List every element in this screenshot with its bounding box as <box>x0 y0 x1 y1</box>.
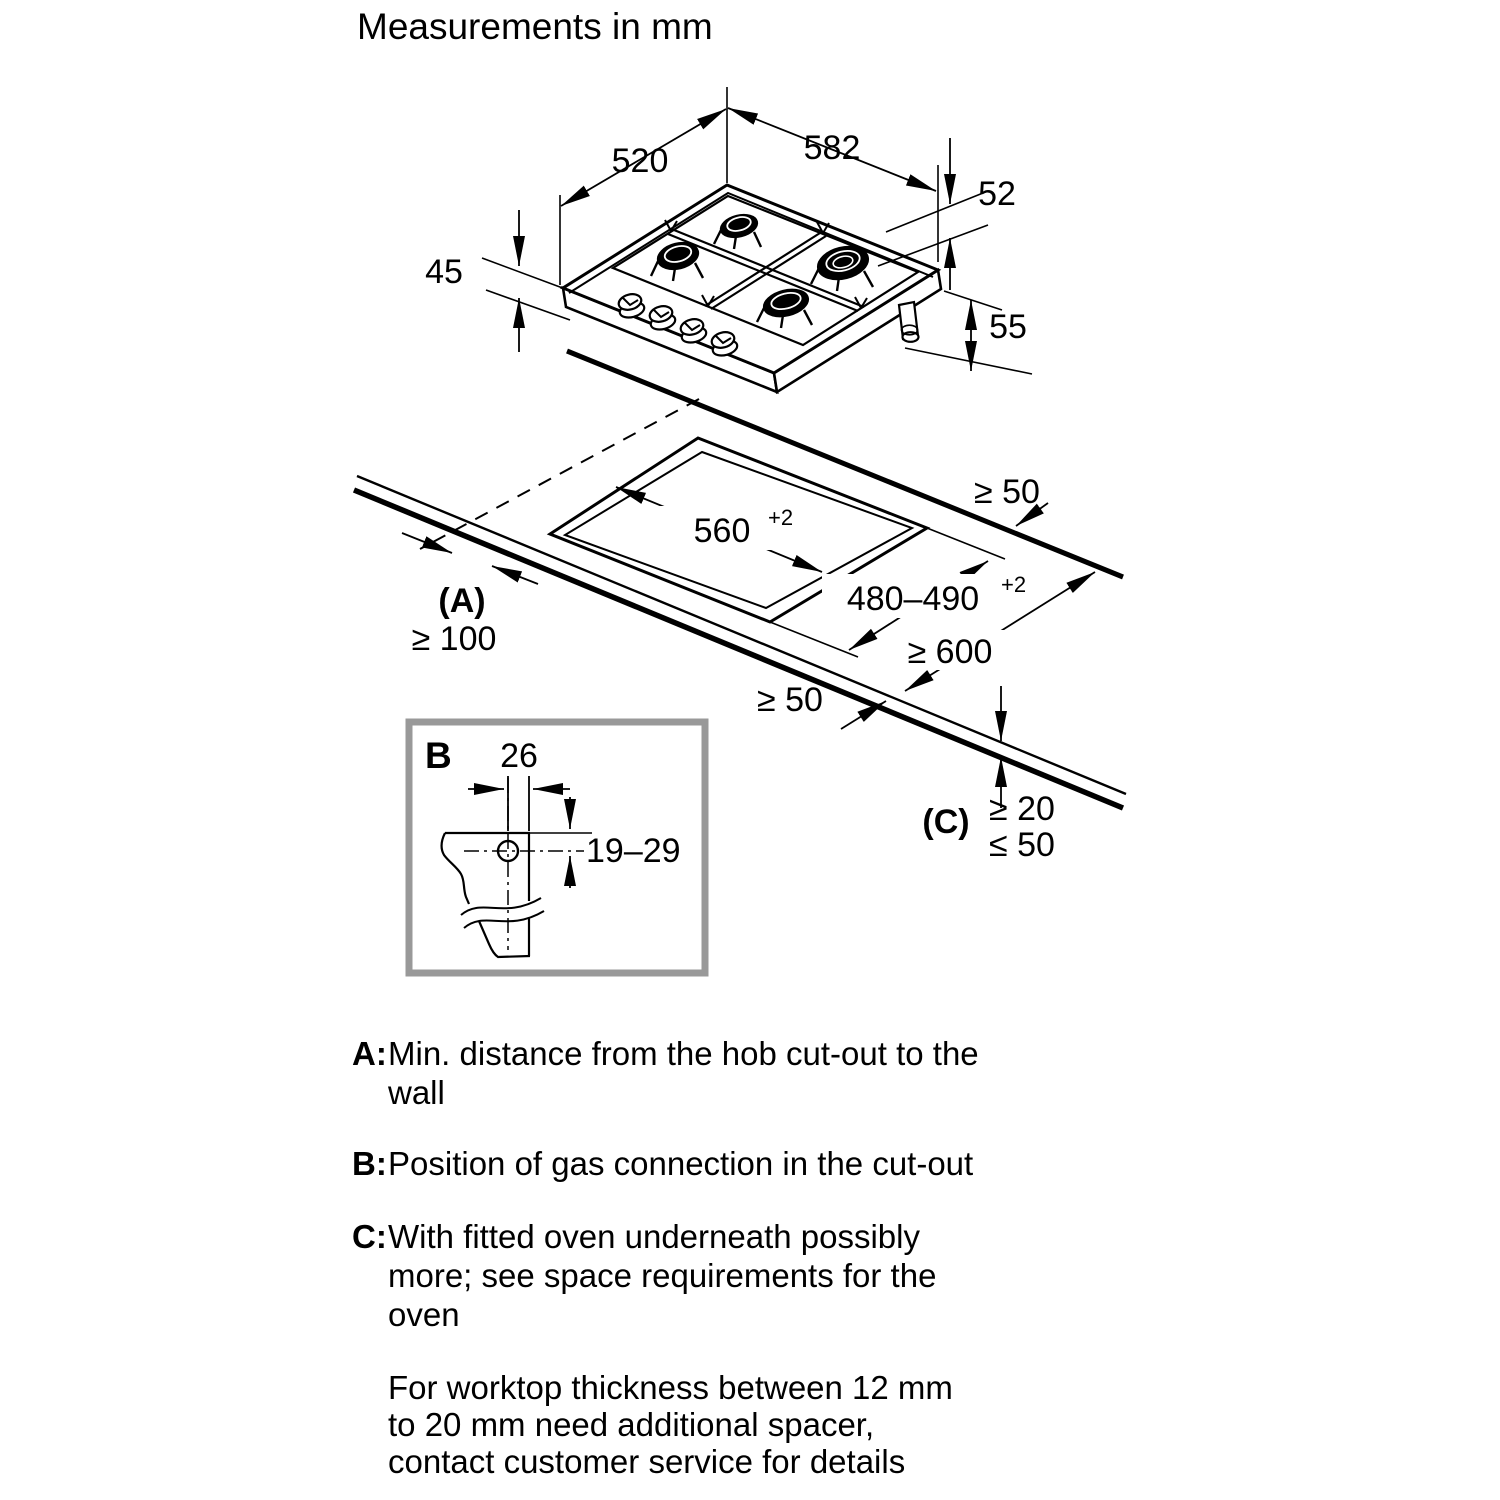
dim-520-label: 520 <box>611 142 669 180</box>
label-c: (C) <box>922 803 970 841</box>
wall-edge-line <box>567 351 1123 577</box>
legend-a-line-1: Min. distance from the hob cut-out to the <box>388 1035 979 1072</box>
page-title: Measurements in mm <box>357 6 713 47</box>
spacer-note <box>388 1369 953 1480</box>
dim-thickness-min-label: ≥ 20 <box>989 790 1055 828</box>
dim-480-490-label: 480–490 <box>846 580 980 618</box>
legend-c-line-3: oven <box>388 1296 460 1333</box>
label-a: (A) <box>438 582 486 620</box>
note-line-3: contact customer service for details <box>388 1443 906 1480</box>
hob-drawing <box>425 87 1032 392</box>
dim-clearance-wall-label: ≥ 100 <box>411 620 497 658</box>
note-line-1: For worktop thickness between 12 mm <box>388 1369 953 1406</box>
dim-480-490-tolerance: +2 <box>1001 572 1027 597</box>
dim-clearance-back <box>974 473 1048 526</box>
legend-c-line-2: more; see space requirements for the <box>388 1257 937 1294</box>
note-line-2: to 20 mm need additional spacer, <box>388 1406 875 1443</box>
dim-45-label: 45 <box>425 253 463 291</box>
dim-45 <box>482 210 570 352</box>
legend-letter-c: C: <box>352 1218 387 1255</box>
dim-clearance-back-label: ≥ 50 <box>974 473 1040 511</box>
dim-worktop-depth-label: ≥ 600 <box>907 633 993 671</box>
dim-clearance-front-label: ≥ 50 <box>757 681 823 719</box>
dim-55-label: 55 <box>989 308 1027 346</box>
dim-560 <box>616 487 822 572</box>
legend-letter-b: B: <box>352 1145 387 1182</box>
detail-b-title: B <box>425 735 452 776</box>
hob-top-face <box>563 185 938 373</box>
dim-582-label: 582 <box>803 129 861 167</box>
dim-thickness-max-label: ≤ 50 <box>989 826 1055 864</box>
dim-clearance-front <box>757 681 886 729</box>
gas-connection-detail <box>409 722 705 973</box>
legend-a-line-2: wall <box>388 1074 445 1111</box>
hob-gas-pipe <box>899 302 919 342</box>
legend-item-c <box>352 1217 936 1334</box>
dim-52-label: 52 <box>978 175 1016 213</box>
dim-560-label: 560 <box>693 512 751 550</box>
dim-clearance-wall <box>402 533 538 658</box>
dim-worktop-thickness <box>922 686 1055 864</box>
legend-item-b <box>352 1144 973 1183</box>
legend-b-line-1: Position of gas connection in the cut-out <box>388 1145 974 1182</box>
dim-26-label: 26 <box>500 737 538 775</box>
legend-item-a <box>352 1034 979 1112</box>
legend-letter-a: A: <box>352 1035 387 1072</box>
legend-c-line-1: With fitted oven underneath possibly <box>388 1218 920 1255</box>
dim-560-tolerance: +2 <box>768 505 794 530</box>
dim-19-29-label: 19–29 <box>586 832 681 870</box>
